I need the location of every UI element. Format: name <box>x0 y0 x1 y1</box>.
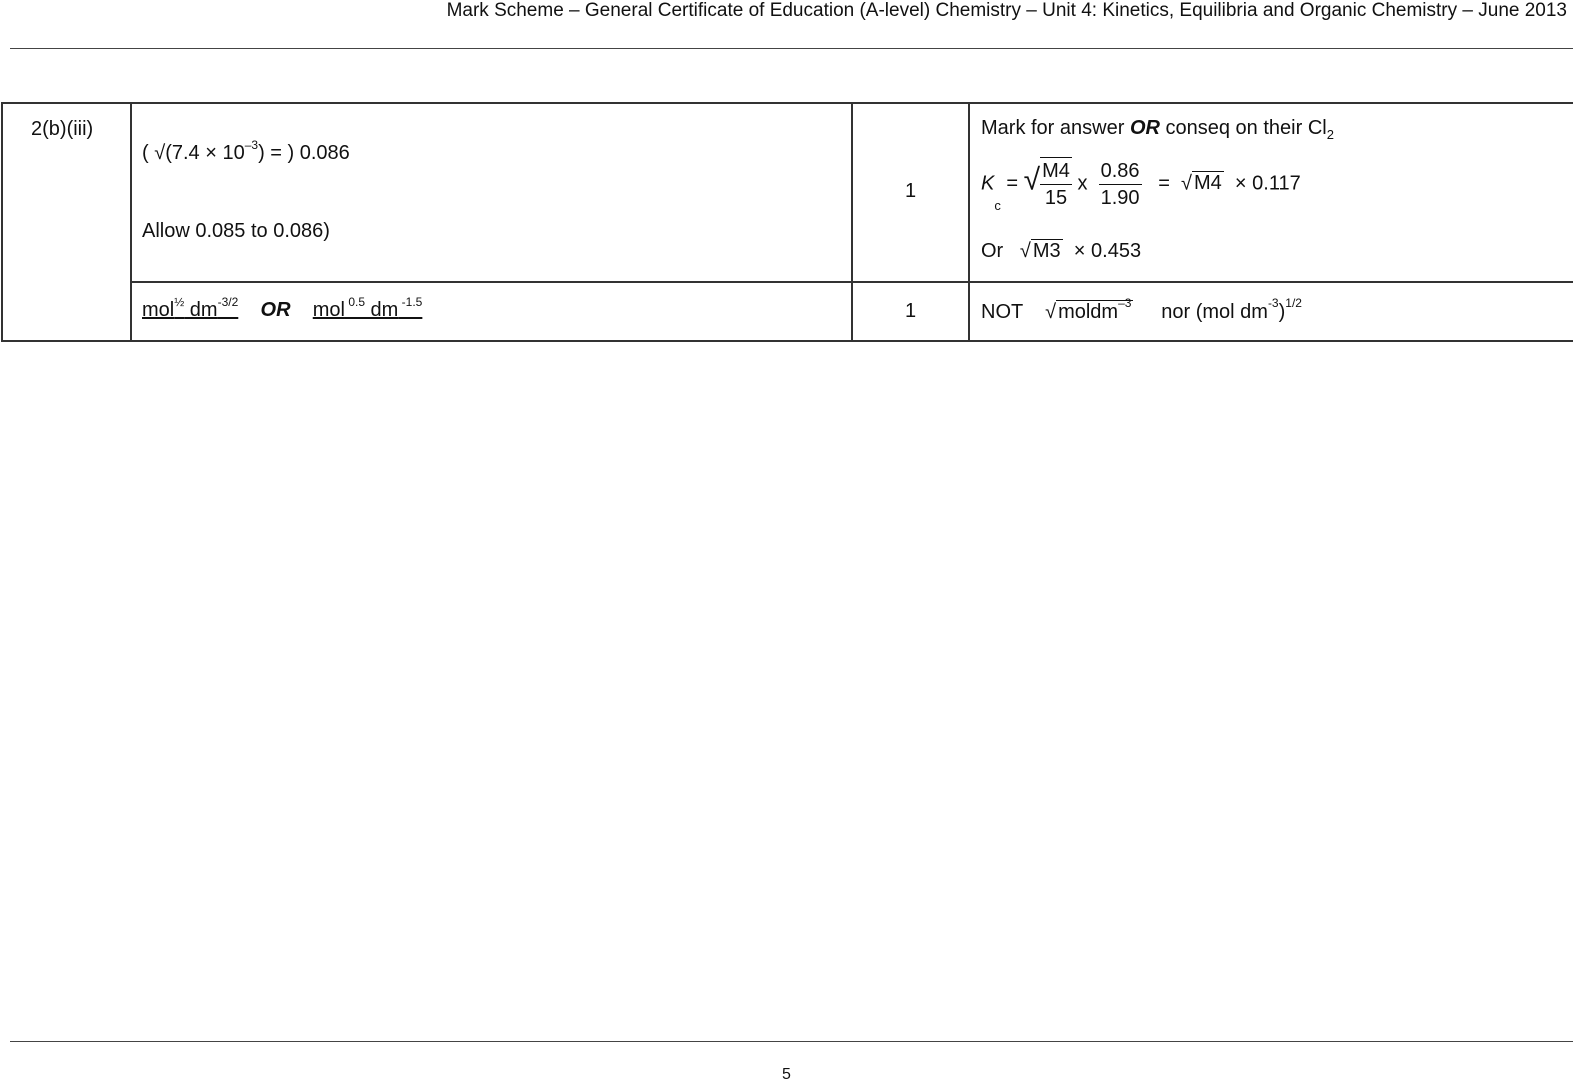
answer-value: ) = ) 0.086 <box>258 142 350 164</box>
sqrt-sign: √ <box>1023 163 1041 197</box>
table-border-left <box>1 102 3 342</box>
header-rule <box>10 48 1573 49</box>
fraction-numerator: 0.86 <box>1099 158 1142 185</box>
comment-text: Mark for answer <box>981 117 1125 139</box>
page-header: Mark Scheme – General Certificate of Education (A-level) Chemistry – Unit 4: Kinetics, Equilibria and Organic Chemistry – June 2013 <box>446 0 1567 21</box>
footer-rule <box>10 1041 1573 1042</box>
root-exponent: –3 <box>1118 296 1132 310</box>
table-border-bottom <box>1 340 1573 342</box>
comment-subscript: 2 <box>1326 127 1334 142</box>
not-label: NOT <box>981 301 1023 323</box>
answer-exponent: –3 <box>244 138 259 152</box>
kc-subscript: c <box>994 198 1001 213</box>
times-sign: x <box>1077 172 1088 195</box>
unit-option-1 <box>142 295 239 321</box>
col-divider-3 <box>968 102 970 342</box>
equals-sign: = <box>1158 172 1170 195</box>
kc-equals: = <box>1000 172 1019 195</box>
nor-text: nor (mol dm <box>1161 301 1268 323</box>
table-border-top <box>1 102 1573 104</box>
nor-close: ) <box>1278 301 1286 323</box>
fraction-denominator: 15 <box>1044 187 1068 209</box>
mark-value-2: 1 <box>905 300 917 322</box>
question-number: 2(b)(iii) <box>31 118 94 140</box>
multiply-value: × 0.117 <box>1234 172 1301 195</box>
col-divider-1 <box>130 102 132 342</box>
unit1-dm: dm <box>184 299 218 321</box>
root-m3: M3 <box>1032 240 1061 262</box>
unit2-base: mol <box>312 299 345 321</box>
units-comment: NOT √ moldm$^{-3}$ nor (mol $dm^{-3})^{1/2}$ <box>981 296 1302 323</box>
multiply-value-2: × 0.453 <box>1073 240 1142 262</box>
col-divider-2 <box>851 102 853 342</box>
answer-prefix: ( √(7.4 × 10 <box>142 142 245 164</box>
alternative-expression: Or √ M3 × 0.453 <box>981 240 1142 262</box>
fraction-m4-15 <box>1040 157 1072 211</box>
nor-exponent-2: 1/2 <box>1285 296 1302 310</box>
fraction-086-190 <box>1099 158 1142 211</box>
kc-symbol: K <box>981 172 995 195</box>
unit2-exponent: 0.5 <box>344 295 365 309</box>
comment-line-1 <box>981 117 1334 140</box>
nor-exponent: -3 <box>1267 296 1279 310</box>
root-m4: M4 <box>1194 172 1222 195</box>
kc-expression: $K_c$ = √ $\frac{M4}{15}$ x $\frac{0.86}{1.90}$ = √ M4 × 0.117 <box>981 157 1301 211</box>
page-number: 5 <box>782 1066 791 1083</box>
units-or: OR <box>260 299 291 321</box>
comment-rest: conseq on their Cl <box>1165 117 1327 139</box>
fraction-denominator: 1.90 <box>1100 186 1140 209</box>
unit-option-2 <box>312 295 423 321</box>
root-moldm <box>1056 296 1133 323</box>
unit2-dm-exponent: -1.5 <box>398 295 423 309</box>
unit1-exponent: ½ <box>174 295 185 309</box>
or-word: Or <box>981 240 1004 262</box>
root-text: moldm <box>1058 301 1119 323</box>
mark-value: 1 <box>905 180 917 202</box>
fraction-numerator: M4 <box>1040 158 1072 185</box>
unit2-dm: dm <box>365 299 399 321</box>
answer-allow: Allow 0.085 to 0.086) <box>142 220 330 242</box>
comment-or: OR <box>1129 117 1160 139</box>
unit1-base: mol <box>142 299 175 321</box>
units-answer <box>142 295 423 322</box>
answer-calculation <box>142 138 350 165</box>
unit1-dm-exponent: -3/2 <box>217 295 239 309</box>
mark-scheme-table <box>1 102 1573 342</box>
